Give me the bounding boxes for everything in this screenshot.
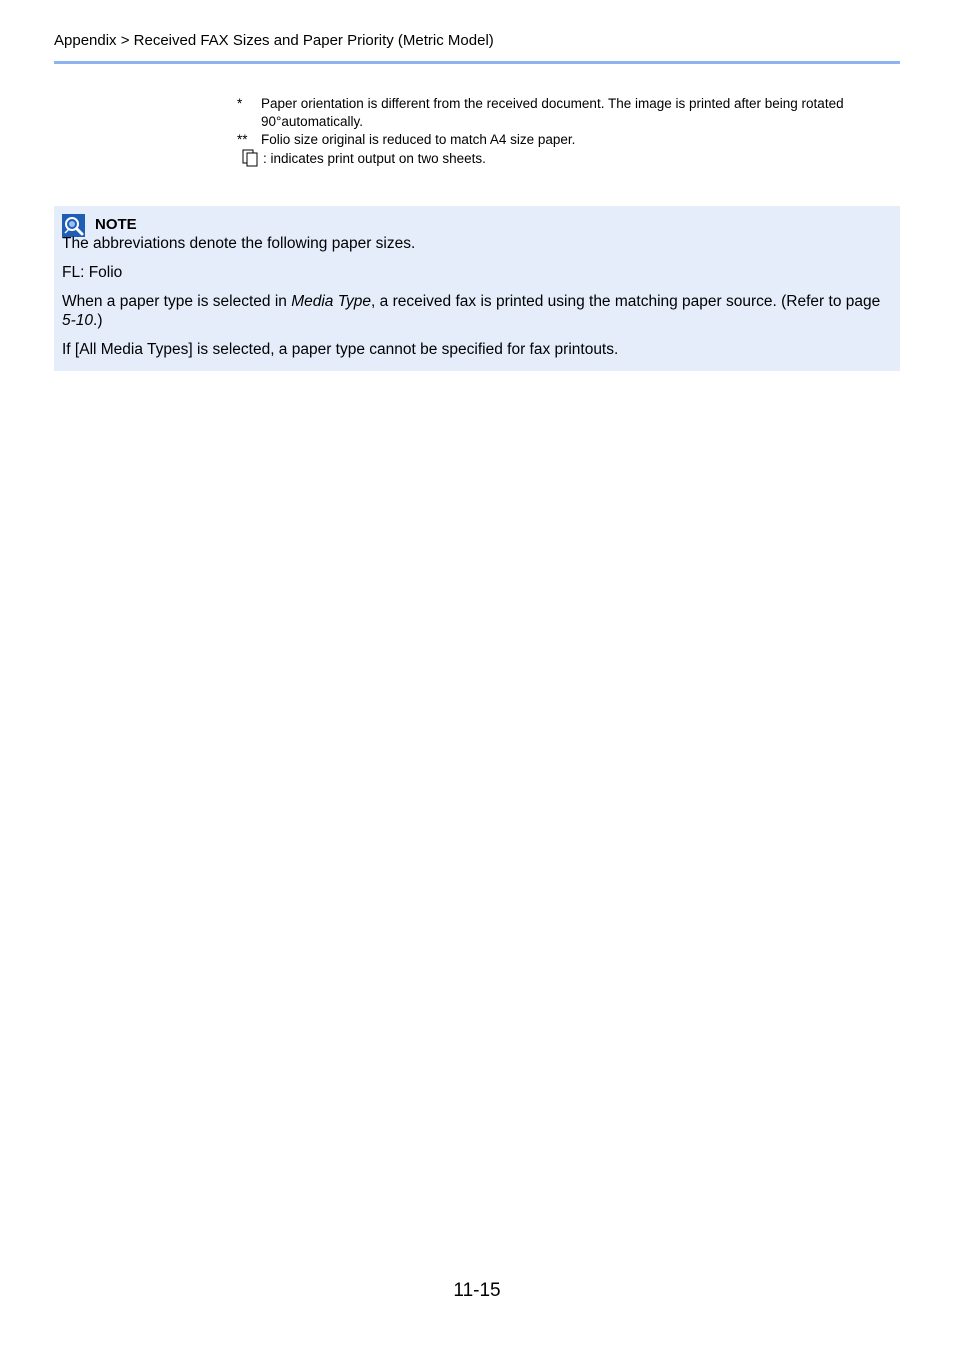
note-text: When a paper type is selected in: [62, 293, 292, 310]
two-sheets-icon: [241, 149, 259, 167]
footnote-double-asterisk: [237, 131, 892, 149]
note-header: [62, 214, 892, 234]
note-box: [54, 206, 900, 371]
page-reference-link[interactable]: 5-10: [62, 312, 94, 329]
breadcrumb: Appendix > Received FAX Sizes and Paper Priority (Metric Model): [54, 32, 494, 49]
footnotes: [237, 95, 892, 168]
note-line-all-media: If [All Media Types] is selected, a paper type cannot be specified for fax printouts.: [62, 341, 619, 358]
note-text: , a received fax is printed using the matching paper source. (Refer to page: [371, 293, 881, 310]
footnote-mark: **: [237, 132, 248, 147]
note-title: NOTE: [95, 215, 137, 233]
footnote-mark: *: [237, 96, 243, 111]
note-text: .): [93, 312, 103, 329]
note-line-media-type: [62, 292, 892, 330]
two-sheets-text: : indicates print output on two sheets.: [263, 151, 486, 166]
footnote-text: Paper orientation is different from the received document. The image is printed after being rotated 90°automatically.: [261, 96, 844, 129]
note-line-abbreviations: The abbreviations denote the following paper sizes.: [62, 235, 416, 252]
footnote-two-sheets: [237, 149, 892, 168]
note-line-folio: FL: Folio: [62, 264, 123, 281]
page-number: 11-15: [453, 1280, 501, 1301]
header-divider: [54, 61, 900, 64]
footnote-asterisk: [237, 95, 892, 131]
footnote-text: Folio size original is reduced to match A4 size paper.: [261, 132, 576, 147]
media-type-term: Media Type: [291, 293, 372, 310]
